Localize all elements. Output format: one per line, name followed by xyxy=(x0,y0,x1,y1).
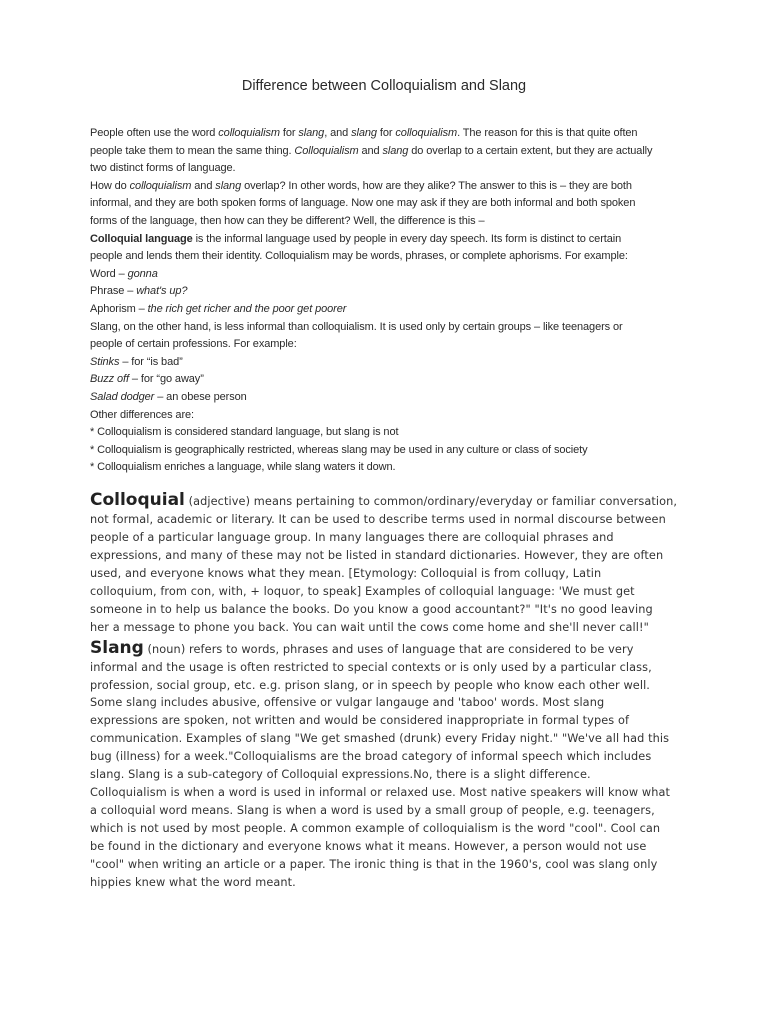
intro-line: People often use the word colloquialism for slang, and slang for colloquialism. The reason for this is that quite often xyxy=(90,127,638,139)
colloquial-term: Colloquial xyxy=(90,490,185,510)
definition-line: expressions are spoken, not written and would be considered inappropriate in formal types of xyxy=(90,714,630,728)
definition-line: Colloquial (adjective) means pertaining to common/ordinary/everyday or familiar conversation, xyxy=(90,490,678,510)
page-title: Difference between Colloquialism and Slang xyxy=(241,78,527,94)
intro-line: How do colloquialism and slang overlap? In other words, how are they alike? The answer to this is – they are both xyxy=(90,179,632,192)
intro-line: Colloquial language is the informal language used by people in every day speech. Its form is distinct to certain xyxy=(90,232,622,245)
difference-item: * Colloquialism enriches a language, while slang waters it down. xyxy=(90,461,396,474)
definition-line: Some slang includes abusive, offensive or vulgar langauge and 'taboo' words. Most slang xyxy=(90,696,605,710)
definition-line: people of a particular language group. In many languages there are colloquial phrases and xyxy=(90,530,614,544)
definition-line: used, and everyone knows what they mean. [Etymology: Colloquial is from colluqy, Latin xyxy=(90,566,602,580)
definition-line: informal and the usage is often restricted to special contexts or is only used by a particular class, xyxy=(90,660,652,674)
definition-line: profession, social group, etc. e.g. prison slang, or in speech by people who know each other well. xyxy=(90,678,650,692)
definition-line: someone in to help us balance the books. Do you know a good accountant?" "It's no good leaving xyxy=(90,602,653,616)
example-line: Word – gonna xyxy=(90,267,158,280)
definition-line: a colloquial word means. Slang is when a word is used by a small group of people, e.g. teenagers, xyxy=(90,804,655,818)
definition-line: colloquium, from con, with, + loquor, to speak] Examples of colloquial language: 'We must get xyxy=(90,584,635,598)
intro-line: forms of the language, then how can they be different? Well, the difference is this – xyxy=(90,214,485,227)
slang-example-line: Salad dodger – an obese person xyxy=(90,390,247,403)
example-line: Phrase – what's up? xyxy=(90,285,188,298)
difference-item: * Colloquialism is geographically restricted, whereas slang may be used in any culture or class of society xyxy=(90,443,588,456)
definition-line: her a message to phone you back. You can wait until the cows come home and she'll never call!" xyxy=(90,620,649,634)
intro-line: Slang, on the other hand, is less informal than colloquialism. It is used only by certain groups – like teenagers or xyxy=(90,320,623,333)
definition-line: "cool" when writing an article or a paper. The ironic thing is that in the 1960's, cool was slang only xyxy=(90,858,658,872)
definition-line: Slang (noun) refers to words, phrases and uses of language that are considered to be very xyxy=(90,637,634,658)
definition-line: Colloquialism is when a word is used in informal or relaxed use. Most native speakers will know what xyxy=(90,786,671,800)
example-line: Aphorism – the rich get richer and the poor get poorer xyxy=(90,302,347,315)
intro-line: Other differences are: xyxy=(90,408,194,421)
intro-section xyxy=(90,125,690,477)
slang-example-line: Stinks – for “is bad” xyxy=(90,355,183,368)
definition-line: be found in the dictionary and everyone knows what it means. However, a person would not use xyxy=(90,840,647,854)
definitions-section xyxy=(90,492,690,892)
slang-term: Slang xyxy=(90,637,144,658)
definition-line: which is not used by most people. A common example of colloquialism is the word "cool". Cool can xyxy=(90,822,661,836)
difference-item: * Colloquialism is considered standard language, but slang is not xyxy=(90,426,399,439)
definition-line: hippies knew what the word meant. xyxy=(90,876,296,890)
definition-line: slang. Slang is a sub-category of Colloquial expressions.No, there is a slight difference. xyxy=(90,768,591,782)
slang-example-line: Buzz off – for “go away” xyxy=(90,373,204,386)
definition-line: bug (illness) for a week."Colloquialisms are the broad category of informal speech which includes xyxy=(90,750,652,764)
definition-line: expressions, and many of these may not be listed in standard dictionaries. However, they are often xyxy=(90,548,664,562)
intro-line: informal, and they are both spoken forms of language. Now one may ask if they are both informal and both spoken xyxy=(90,197,636,210)
definition-line: communication. Examples of slang "We get smashed (drunk) every Friday night." "We've all had this xyxy=(90,732,670,746)
definition-line: not formal, academic or literary. It can be used to describe terms used in normal discourse between xyxy=(90,512,666,526)
intro-line: people and lends them their identity. Colloquialism may be words, phrases, or complete aphorisms. For example: xyxy=(90,250,628,263)
intro-line: people take them to mean the same thing. Colloquialism and slang do overlap to a certain extent, but they are actually xyxy=(90,144,653,157)
intro-line: two distinct forms of language. xyxy=(90,162,236,175)
term-bold: Colloquial language xyxy=(90,232,193,245)
intro-line: people of certain professions. For example: xyxy=(90,338,297,351)
